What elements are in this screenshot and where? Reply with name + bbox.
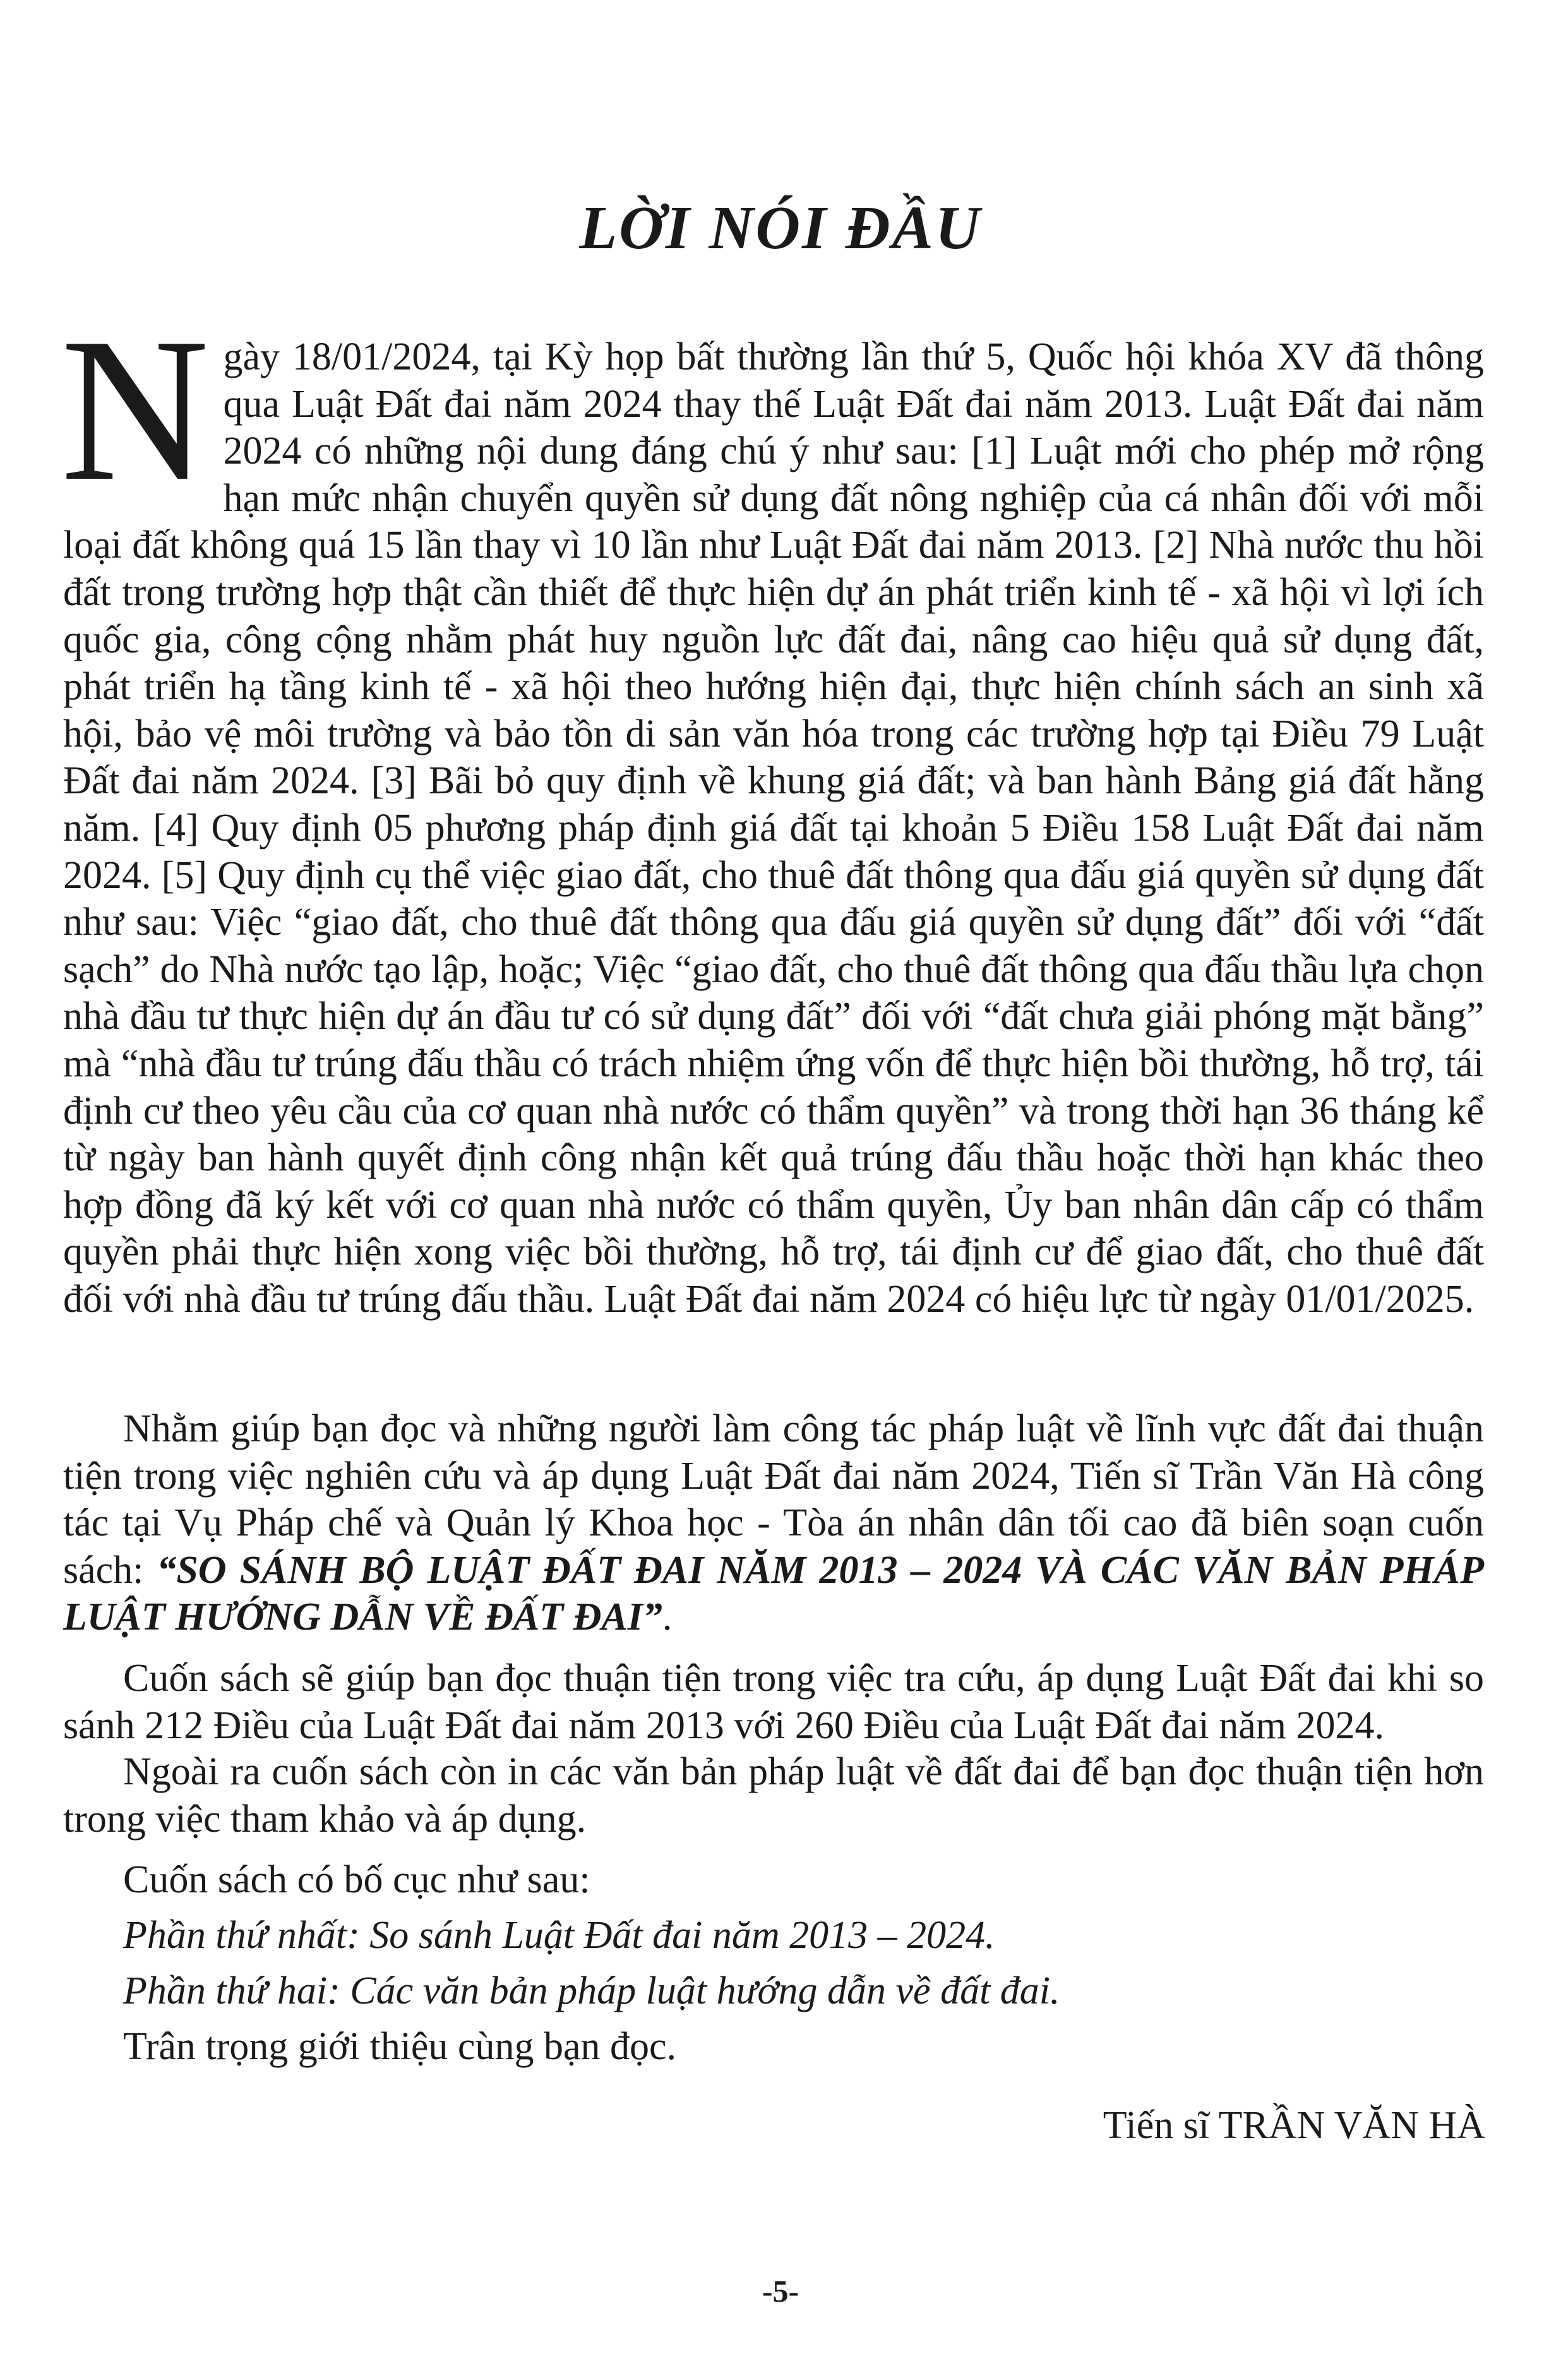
book-title: “SO SÁNH BỘ LUẬT ĐẤT ĐAI NĂM 2013 – 2024 VÀ CÁC VĂN BẢN PHÁP LUẬT HƯỚNG DẪN VỀ ĐẤT ĐAI” [63,1548,1485,1639]
paragraph-intro [61,295,1484,1323]
author-signature: Tiến sĩ TRẦN VĂN HÀ [1103,2104,1485,2147]
drop-cap: N [61,295,210,524]
paragraph-purpose-text: Nhằm giúp bạn đọc và những người làm công tác pháp luật về lĩnh vực đất đai thuận tiện trong việc nghiên cứu và áp dụng Luật Đất đai năm 2024, Tiến sĩ Trần Văn Hà công tác tại Vụ Pháp chế và Quản lý Khoa học - Tòa án nhân dân tối cao đã biên soạn cuốn sách: [63,1407,1484,1592]
closing-line: Trân trọng giới thiệu cùng bạn đọc. [123,2025,676,2068]
page-title: LỜI NÓI ĐẦU [579,194,982,262]
paragraph-purpose [63,1405,1484,1641]
page-number: -5- [762,2273,799,2309]
structure-intro: Cuốn sách có bố cục như sau: [123,1858,590,1901]
paragraph-intro-text: gày 18/01/2024, tại Kỳ họp bất thường lần thứ 5, Quốc hội khóa XV đã thông qua Luật Đất đai năm 2024 thay thế Luật Đất đai năm 2013. Luật Đất đai năm 2024 có những nội dung đáng chú ý như sau: [1] Luật mới cho phép mở rộng hạn mức nhận chuyển quyền sử dụng đất nông nghiệp của cá nhân đối với mỗi loại đất không quá 15 lần thay vì 10 lần như Luật Đất đai năm 2013. [2] Nhà nước thu hồi đất trong trường hợp thật cần thiết để thực hiện dự án phát triển kinh tế - xã hội vì lợi ích quốc gia, công cộng nhằm phát huy nguồn lực đất đai, nâng cao hiệu quả sử dụng đất, phát triển hạ tầng kinh tế - xã hội theo hướng hiện đại, thực hiện chính sách an sinh xã hội, bảo vệ môi trường và bảo tồn di sản văn hóa trong các trường hợp tại Điều 79 Luật Đất đai năm 2024. [3] Bãi bỏ quy định về khung giá đất; và ban hành Bảng giá đất hằng năm. [4] Quy định 05 phương pháp định giá đất tại khoản 5 Điều 158 Luật Đất đai năm 2024. [5] Quy định cụ thể việc giao đất, cho thuê đất thông qua đấu giá quyền sử dụng đất như sau: Việc “giao đất, cho thuê đất thông qua đấu giá quyền sử dụng đất” đối với “đất sạch” do Nhà nước tạo lập, hoặc; Việc “giao đất, cho thuê đất thông qua đấu thầu lựa chọn nhà đầu tư thực hiện dự án đầu tư có sử dụng đất” đối với “đất chưa giải phóng mặt bằng” mà “nhà đầu tư trúng đấu thầu có trách nhiệm ứng vốn để thực hiện bồi thường, hỗ trợ, tái định cư theo yêu cầu của cơ quan nhà nước có thẩm quyền” và trong thời hạn 36 tháng kể từ ngày ban hành quyết định công nhận kết quả trúng đấu thầu hoặc thời hạn khác theo hợp đồng đã ký kết với cơ quan nhà nước có thẩm quyền, Ủy ban nhân dân cấp có thẩm quyền phải thực hiện xong việc bồi thường, hỗ trợ, tái định cư để giao đất, cho thuê đất đối với nhà đầu tư trúng đấu thầu. Luật Đất đai năm 2024 có hiệu lực từ ngày 01/01/2025. [63,335,1484,1321]
paragraph-extra: Ngoài ra cuốn sách còn in các văn bản pháp luật về đất đai để bạn đọc thuận tiện hơn trong việc tham khảo và áp dụng. [63,1750,1484,1841]
paragraph-purpose-end: . [662,1596,673,1639]
part-two: Phần thứ hai: Các văn bản pháp luật hướng dẫn về đất đai. [123,1969,1060,2012]
paragraph-usage: Cuốn sách sẽ giúp bạn đọc thuận tiện trong việc tra cứu, áp dụng Luật Đất đai khi so sánh 212 Điều của Luật Đất đai năm 2013 với 260 Điều của Luật Đất đai năm 2024. [63,1657,1484,1747]
part-one: Phần thứ nhất: So sánh Luật Đất đai năm 2013 – 2024. [123,1914,995,1957]
